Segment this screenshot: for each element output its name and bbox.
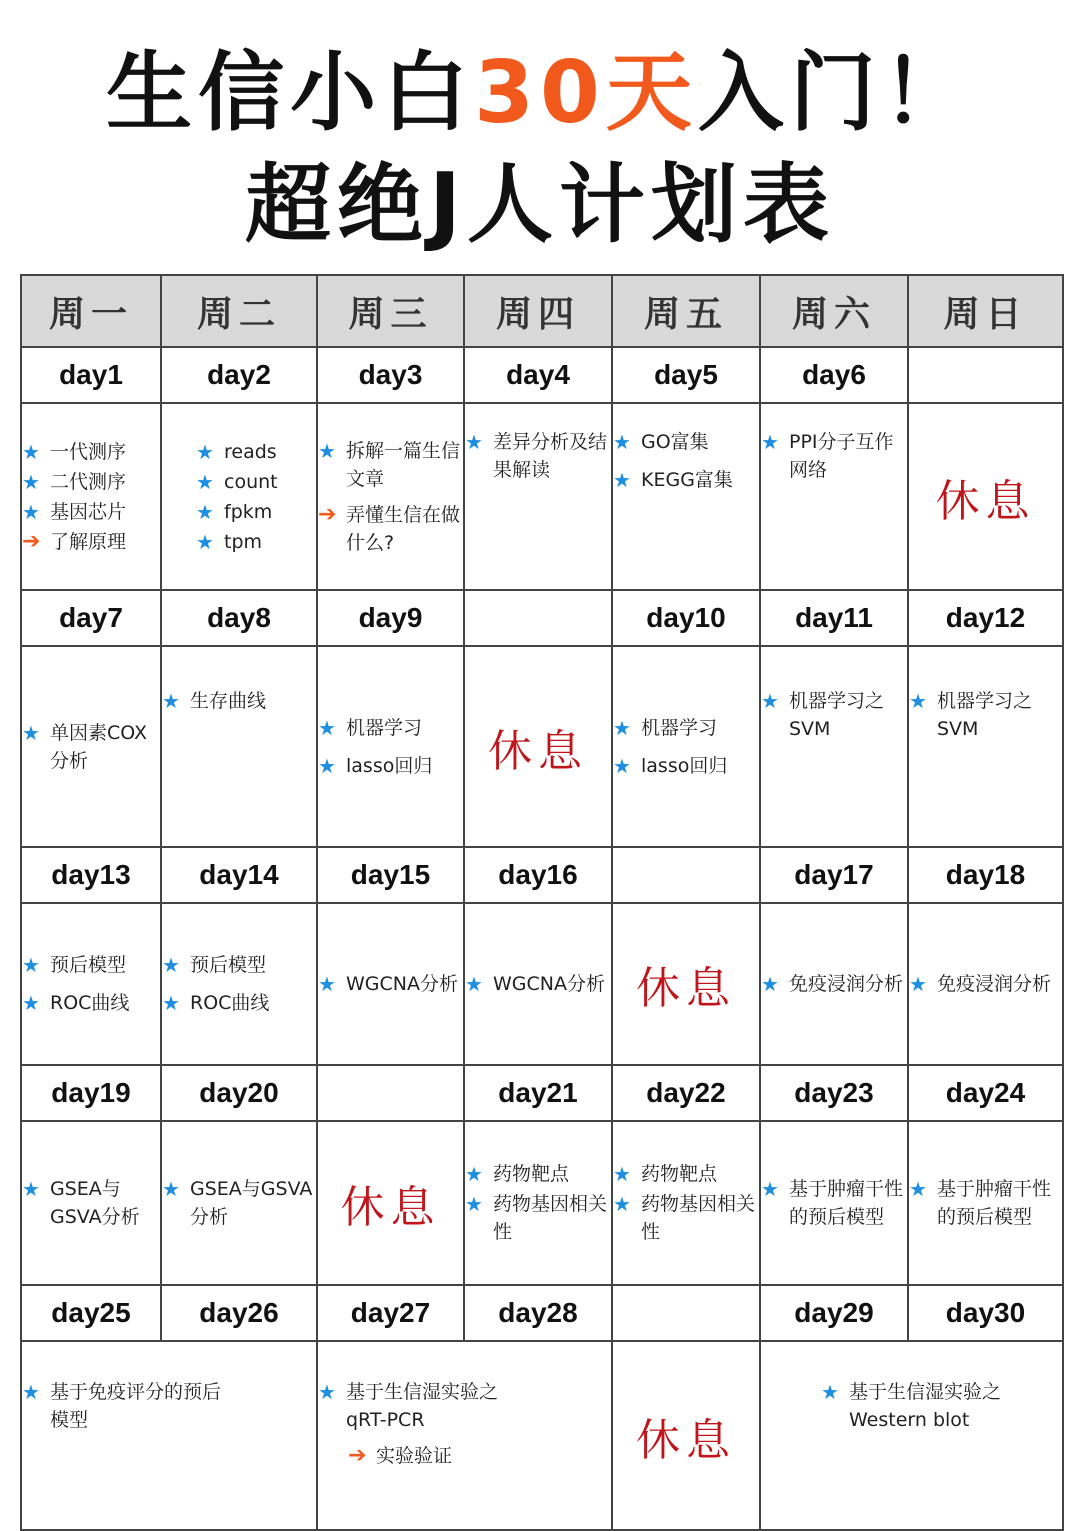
task-cell-day4 (464, 403, 612, 590)
weekday-thu: 周四 (464, 275, 612, 347)
weekday-sun: 周日 (908, 275, 1063, 347)
task-item: KEGG富集 (641, 469, 733, 491)
day-label: day13 (21, 847, 161, 903)
star-icon: ★ (162, 991, 180, 1015)
task-cell-day12 (908, 646, 1063, 847)
day-label: day11 (760, 590, 908, 646)
star-icon: ★ (465, 1162, 483, 1186)
day-label: day18 (908, 847, 1063, 903)
task-item: ROC曲线 (50, 992, 130, 1014)
arrow-right-icon: ➔ (22, 528, 41, 554)
task-cell-day21 (464, 1121, 612, 1285)
star-icon: ★ (909, 689, 927, 713)
task-cell-day6 (760, 403, 908, 590)
star-icon: ★ (761, 972, 779, 996)
task-item: 基于肿瘤干性的预后模型 (937, 1178, 1052, 1228)
task-item: lasso回归 (641, 754, 728, 777)
task-cell-day15 (317, 903, 464, 1065)
task-item: 机器学习之SVM (789, 690, 885, 740)
star-icon: ★ (22, 720, 40, 745)
task-item: 免疫浸润分析 (937, 973, 1052, 995)
day-label: day9 (317, 590, 464, 646)
star-icon: ★ (22, 1380, 40, 1404)
day-label: day20 (161, 1065, 317, 1121)
task-note: 实验验证 (376, 1445, 453, 1467)
star-icon: ★ (761, 1177, 779, 1201)
day-label-row (21, 1285, 1063, 1341)
rest-label: 休息 (908, 403, 1063, 590)
day-label: day26 (161, 1285, 317, 1341)
title-suffix: 入门！ (697, 43, 974, 143)
day-label: day7 (21, 590, 161, 646)
star-icon: ★ (162, 953, 180, 977)
day-label: day2 (161, 347, 317, 403)
star-icon: ★ (318, 438, 336, 463)
task-note: 弄懂生信在做什么? (346, 503, 461, 554)
task-item: GSEA与GSVA分析 (50, 1178, 140, 1228)
title-accent: 30天 (474, 43, 698, 143)
star-icon: ★ (465, 972, 483, 996)
star-icon: ★ (162, 689, 180, 713)
task-item: 药物靶点 (641, 1163, 718, 1185)
day-label-row (21, 590, 1063, 646)
day-label: day24 (908, 1065, 1063, 1121)
task-cell-day5 (612, 403, 760, 590)
weekday-fri: 周五 (612, 275, 760, 347)
day-label-row (21, 847, 1063, 903)
day-label: day5 (612, 347, 760, 403)
task-cell-day14 (161, 903, 317, 1065)
task-cell-day23 (760, 1121, 908, 1285)
task-cell-day18 (908, 903, 1063, 1065)
day-label: day12 (908, 590, 1063, 646)
day-label-row (21, 347, 1063, 403)
day-label: day23 (760, 1065, 908, 1121)
rest-label: 休息 (612, 903, 760, 1065)
task-cell-day24 (908, 1121, 1063, 1285)
day-label: day28 (464, 1285, 612, 1341)
day-label-row (21, 1065, 1063, 1121)
task-item: 基因芯片 (50, 500, 127, 523)
task-row (21, 1121, 1063, 1285)
task-item: 预后模型 (190, 954, 267, 976)
day-label: day4 (464, 347, 612, 403)
day-label (317, 1065, 464, 1121)
star-icon: ★ (821, 1380, 839, 1404)
task-item: WGCNA分析 (493, 973, 605, 995)
task-item: 机器学习之SVM (937, 690, 1033, 740)
task-note: 了解原理 (50, 530, 127, 553)
day-label: day25 (21, 1285, 161, 1341)
title-prefix: 生信小白 (106, 43, 475, 143)
task-item: 药物靶点 (493, 1163, 570, 1185)
rest-label: 休息 (317, 1121, 464, 1285)
task-cell-day17 (760, 903, 908, 1065)
arrow-right-icon: ➔ (318, 501, 337, 527)
task-item: 预后模型 (50, 954, 127, 976)
page-title-line1 (0, 38, 1080, 148)
task-cell-day16 (464, 903, 612, 1065)
task-row (21, 1341, 1063, 1530)
task-cell-day8 (161, 646, 317, 847)
task-item: fpkm (224, 500, 273, 523)
star-icon: ★ (761, 430, 779, 454)
task-item: 二代测序 (50, 470, 127, 493)
task-item: 基于生信湿实验之Western blot (849, 1381, 1002, 1431)
task-item: GSEA与GSVA分析 (190, 1178, 313, 1228)
weekday-sat: 周六 (760, 275, 908, 347)
task-item: 基于生信湿实验之qRT-PCR (346, 1381, 499, 1431)
arrow-right-icon: ➔ (348, 1443, 367, 1468)
day-label: day6 (760, 347, 908, 403)
star-icon: ★ (465, 1192, 483, 1216)
star-icon: ★ (613, 753, 631, 778)
star-icon: ★ (22, 439, 40, 464)
task-item: 药物基因相关性 (493, 1193, 608, 1243)
day-label: day21 (464, 1065, 612, 1121)
star-icon: ★ (22, 499, 40, 524)
task-item: 拆解一篇生信文章 (346, 439, 461, 490)
task-item: 一代测序 (50, 440, 127, 463)
star-icon: ★ (613, 715, 631, 740)
task-item: PPI分子互作网络 (789, 431, 894, 481)
task-cell-day19 (21, 1121, 161, 1285)
task-cell-day25-26 (21, 1341, 317, 1530)
task-cell-day20 (161, 1121, 317, 1285)
task-item: reads (224, 440, 277, 463)
star-icon: ★ (196, 529, 214, 554)
day-label: day17 (760, 847, 908, 903)
star-icon: ★ (22, 953, 40, 977)
day-label: day8 (161, 590, 317, 646)
day-label (612, 1285, 760, 1341)
day-label: day15 (317, 847, 464, 903)
star-icon: ★ (318, 715, 336, 740)
star-icon: ★ (613, 468, 631, 492)
weekday-wed: 周三 (317, 275, 464, 347)
task-item: 生存曲线 (190, 690, 267, 712)
star-icon: ★ (761, 689, 779, 713)
star-icon: ★ (613, 1192, 631, 1216)
star-icon: ★ (22, 469, 40, 494)
task-cell-day27-28 (317, 1341, 612, 1530)
star-icon: ★ (162, 1177, 180, 1201)
star-icon: ★ (318, 972, 336, 996)
star-icon: ★ (613, 430, 631, 454)
task-cell-day13 (21, 903, 161, 1065)
task-item: 药物基因相关性 (641, 1193, 756, 1243)
star-icon: ★ (196, 439, 214, 464)
day-label (908, 347, 1063, 403)
task-cell-day10 (612, 646, 760, 847)
task-item: 基于免疫评分的预后模型 (50, 1381, 222, 1431)
day-label: day30 (908, 1285, 1063, 1341)
rest-label: 休息 (464, 646, 612, 847)
task-item: ROC曲线 (190, 992, 270, 1014)
star-icon: ★ (22, 1177, 40, 1201)
task-item: 差异分析及结果解读 (493, 431, 608, 481)
task-cell-day29-30 (760, 1341, 1063, 1530)
star-icon: ★ (613, 1162, 631, 1186)
day-label: day19 (21, 1065, 161, 1121)
task-item: count (224, 470, 278, 493)
schedule-table (20, 274, 1064, 1531)
day-label: day27 (317, 1285, 464, 1341)
day-label: day14 (161, 847, 317, 903)
day-label: day3 (317, 347, 464, 403)
task-item: tpm (224, 530, 263, 553)
day-label: day29 (760, 1285, 908, 1341)
task-row (21, 403, 1063, 590)
star-icon: ★ (465, 430, 483, 454)
task-item: 机器学习 (641, 716, 718, 739)
weekday-mon: 周一 (21, 275, 161, 347)
star-icon: ★ (318, 1380, 336, 1404)
task-item: 机器学习 (346, 716, 423, 739)
task-row (21, 646, 1063, 847)
task-item: lasso回归 (346, 754, 433, 777)
task-cell-day3 (317, 403, 464, 590)
task-cell-day9 (317, 646, 464, 847)
star-icon: ★ (22, 991, 40, 1015)
weekday-tue: 周二 (161, 275, 317, 347)
day-label (464, 590, 612, 646)
task-item: WGCNA分析 (346, 973, 458, 995)
day-label (612, 847, 760, 903)
star-icon: ★ (318, 753, 336, 778)
task-cell-day1 (21, 403, 161, 590)
day-label: day22 (612, 1065, 760, 1121)
weekday-header-row (21, 275, 1063, 347)
task-cell-day11 (760, 646, 908, 847)
star-icon: ★ (909, 972, 927, 996)
task-item: 免疫浸润分析 (789, 973, 904, 995)
task-item: 基于肿瘤干性的预后模型 (789, 1178, 904, 1228)
star-icon: ★ (196, 499, 214, 524)
task-cell-day7 (21, 646, 161, 847)
page-title-line2: 超绝J人计划表 (245, 155, 835, 255)
star-icon: ★ (196, 469, 214, 494)
star-icon: ★ (909, 1177, 927, 1201)
day-label: day16 (464, 847, 612, 903)
rest-label: 休息 (612, 1341, 760, 1530)
task-item: 单因素COX分析 (50, 721, 148, 772)
task-cell-day22 (612, 1121, 760, 1285)
task-item: GO富集 (641, 431, 709, 453)
task-row (21, 903, 1063, 1065)
day-label: day1 (21, 347, 161, 403)
day-label: day10 (612, 590, 760, 646)
task-cell-day2 (161, 403, 317, 590)
